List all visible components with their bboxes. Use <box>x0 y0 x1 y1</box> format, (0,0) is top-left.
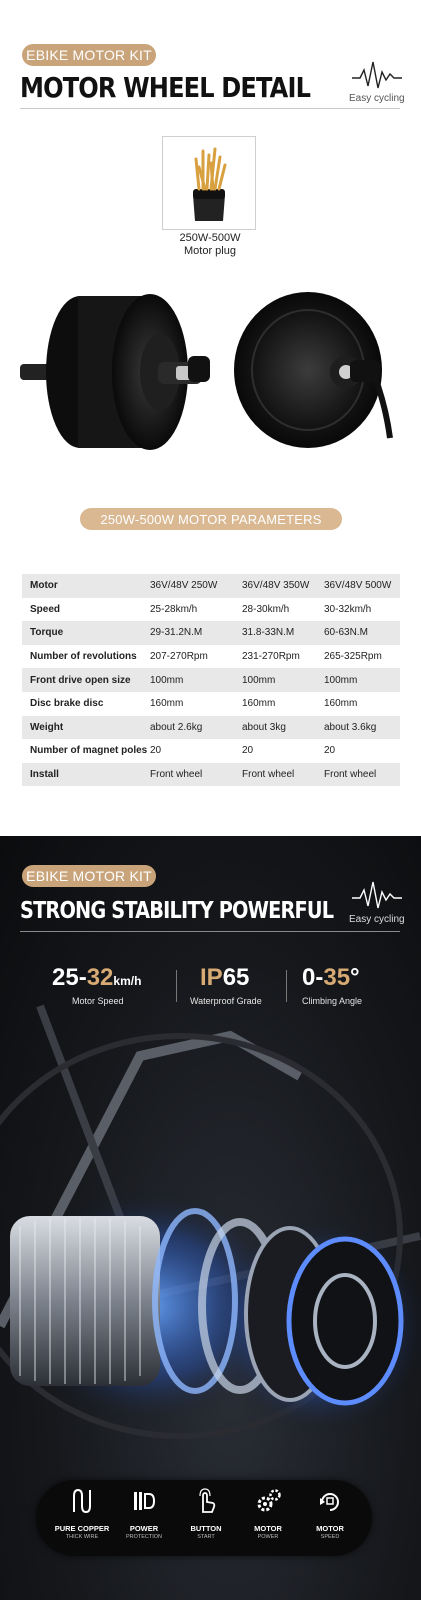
feature-pure-copper: PURE COPPER THICK WIRE <box>50 1480 114 1556</box>
param-label: Speed <box>22 598 150 622</box>
param-value: 207-270Rpm <box>150 645 242 669</box>
param-value: 100mm <box>324 668 400 692</box>
param-value: 20 <box>242 739 324 763</box>
param-value: about 3kg <box>242 716 324 740</box>
param-value: 36V/48V 350W <box>242 574 324 598</box>
param-value: 20 <box>150 739 242 763</box>
param-value: Front wheel <box>150 763 242 787</box>
heading-divider-2 <box>20 931 400 932</box>
stat-climbing-angle: 0-35° <box>302 964 360 991</box>
power-shield-icon <box>132 1488 156 1514</box>
param-value: 160mm <box>242 692 324 716</box>
parameters-table <box>22 574 400 786</box>
param-value: 100mm <box>150 668 242 692</box>
param-label: Front drive open size <box>22 668 150 692</box>
param-label: Disc brake disc <box>22 692 150 716</box>
table-row <box>22 692 400 716</box>
stat-separator <box>176 970 177 1002</box>
motor-plug-photo <box>162 136 256 230</box>
hub-motor-front-photo <box>228 288 398 458</box>
feature-power-protection: POWER PROTECTION <box>112 1480 176 1556</box>
param-value: 60-63N.M <box>324 621 400 645</box>
param-value: Front wheel <box>242 763 324 787</box>
section-tag: EBIKE MOTOR KIT <box>22 44 156 66</box>
table-row <box>22 716 400 740</box>
table-row <box>22 739 400 763</box>
param-value: 30-32km/h <box>324 598 400 622</box>
param-value: 31.8-33N.M <box>242 621 324 645</box>
stat-motor-speed-label: Motor Speed <box>72 996 124 1006</box>
brand-slogan-2: Easy cycling <box>349 914 405 925</box>
pulse-logo-icon-2 <box>352 880 402 912</box>
param-label: Install <box>22 763 150 787</box>
feature-bar <box>36 1480 372 1556</box>
stat-waterproof-label: Waterproof Grade <box>190 996 262 1006</box>
param-value: 20 <box>324 739 400 763</box>
plug-caption-line2: Motor plug <box>184 245 236 257</box>
param-value: 160mm <box>324 692 400 716</box>
param-value: about 2.6kg <box>150 716 242 740</box>
feature-button-start: BUTTON START <box>174 1480 238 1556</box>
stat-waterproof: IP65 <box>200 964 250 991</box>
param-value: 36V/48V 500W <box>324 574 400 598</box>
finger-press-icon <box>194 1488 218 1514</box>
table-row <box>22 574 400 598</box>
table-row <box>22 645 400 669</box>
stat-motor-speed: 25-32km/h <box>52 964 142 991</box>
brand-slogan: Easy cycling <box>349 93 405 104</box>
hub-motor-side-photo <box>18 290 218 460</box>
plug-caption-line1: 250W-500W <box>179 232 241 244</box>
param-label: Weight <box>22 716 150 740</box>
param-value: 231-270Rpm <box>242 645 324 669</box>
copper-coil-icon <box>70 1488 94 1514</box>
heading-divider <box>20 108 400 109</box>
param-value: 160mm <box>150 692 242 716</box>
param-value: about 3.6kg <box>324 716 400 740</box>
stat-separator <box>286 970 287 1002</box>
table-row <box>22 598 400 622</box>
gears-icon <box>256 1488 282 1514</box>
param-label: Number of revolutions <box>22 645 150 669</box>
param-value: 36V/48V 250W <box>150 574 242 598</box>
param-value: 100mm <box>242 668 324 692</box>
pulse-logo-icon <box>352 60 402 92</box>
feature-motor-speed: MOTOR SPEED <box>298 1480 362 1556</box>
parameters-title: 250W-500W MOTOR PARAMETERS <box>80 508 342 530</box>
section-heading: MOTOR WHEEL DETAIL <box>20 71 311 104</box>
stat-climbing-angle-label: Climbing Angle <box>302 996 363 1006</box>
param-value: 25-28km/h <box>150 598 242 622</box>
param-label: Motor <box>22 574 150 598</box>
param-value: Front wheel <box>324 763 400 787</box>
speed-rotate-icon <box>318 1488 342 1514</box>
param-label: Number of magnet poles <box>22 739 150 763</box>
section-tag-2: EBIKE MOTOR KIT <box>22 865 156 887</box>
param-label: Torque <box>22 621 150 645</box>
param-value: 28-30km/h <box>242 598 324 622</box>
section-heading-2: STRONG STABILITY POWERFUL <box>20 898 334 924</box>
table-row <box>22 763 400 787</box>
table-row <box>22 621 400 645</box>
feature-motor-power: MOTOR POWER <box>236 1480 300 1556</box>
table-row <box>22 668 400 692</box>
param-value: 265-325Rpm <box>324 645 400 669</box>
param-value: 29-31.2N.M <box>150 621 242 645</box>
